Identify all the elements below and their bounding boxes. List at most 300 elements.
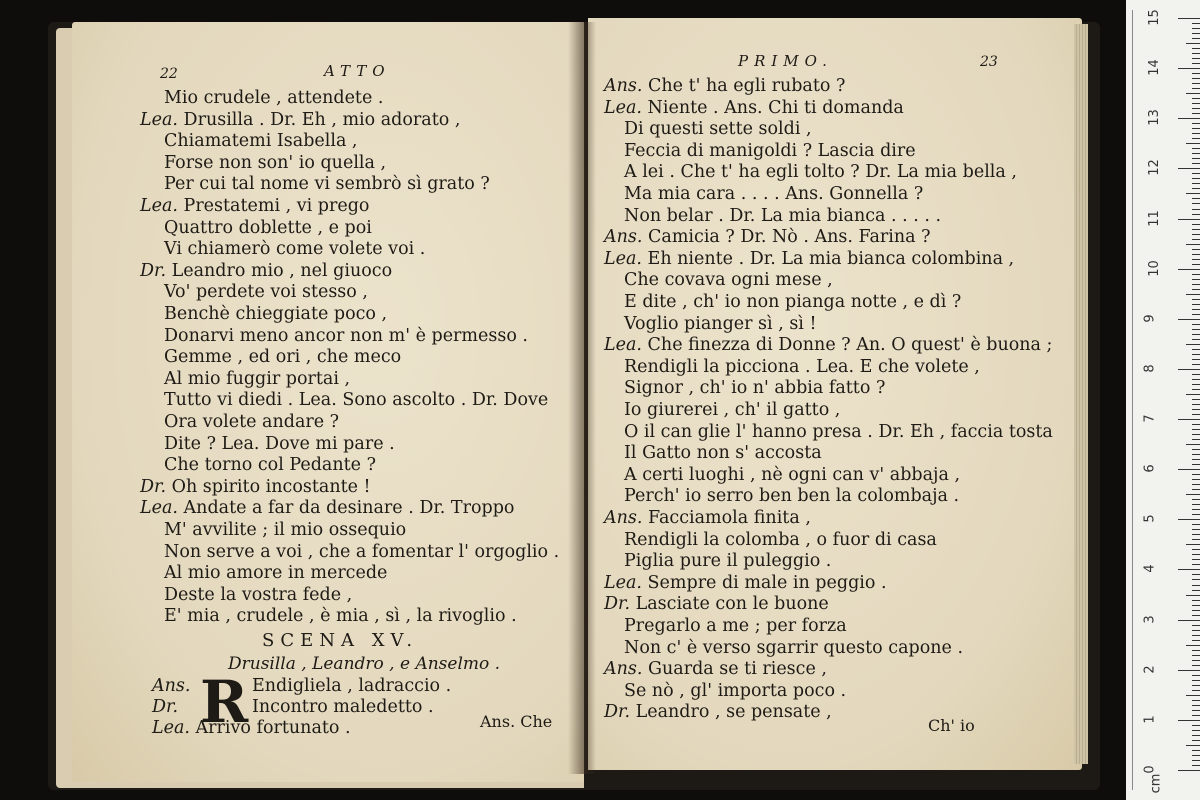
ruler-tick <box>1192 755 1200 756</box>
left-text-line <box>164 131 358 151</box>
ruler-tick <box>1192 750 1200 751</box>
verse-text: Gemme , ed ori , che meco <box>164 347 402 368</box>
right-text-line <box>624 357 980 377</box>
verse-text: Rendigli la picciona . Lea. E che volete , <box>624 356 980 377</box>
right-text-line <box>624 443 822 463</box>
verse-text: Vo' perdete voi stesso , <box>164 282 368 303</box>
speaker-label: Ans. <box>604 76 649 96</box>
ruler-tick <box>1192 284 1200 285</box>
verse-text: Mio crudele , attendete . <box>164 88 384 108</box>
ruler-tick <box>1192 23 1200 24</box>
right-text-line <box>604 659 827 679</box>
left-text-line <box>164 347 401 367</box>
ruler-tick <box>1178 620 1200 621</box>
ruler-number: 7 <box>1142 414 1158 423</box>
verse-text: Forse non son' io quella , <box>164 152 387 173</box>
ruler-tick <box>1192 254 1200 255</box>
ruler-tick <box>1192 389 1200 390</box>
left-text-line <box>140 196 369 216</box>
right-text-line <box>624 292 961 312</box>
ruler-tick <box>1192 98 1200 99</box>
ruler-number: 0 <box>1142 765 1158 774</box>
right-running-header: PRIMO. <box>738 52 833 70</box>
scene-heading: SCENA XV. <box>262 630 419 651</box>
ruler-tick <box>1192 234 1200 235</box>
ruler-tick <box>1192 78 1200 79</box>
speaker-label: Lea. <box>140 196 184 216</box>
ruler-tick <box>1192 138 1200 139</box>
right-text-line <box>624 551 831 571</box>
ruler-tick <box>1192 173 1200 174</box>
ruler-tick <box>1192 454 1200 455</box>
ruler-tick <box>1192 459 1200 460</box>
speaker-label: Lea. <box>140 498 184 519</box>
ruler-tick <box>1192 464 1200 465</box>
left-text-line <box>164 218 372 238</box>
right-text-line <box>604 702 832 722</box>
speaker-label: Lea. <box>604 97 648 118</box>
verse-text: Leandro , se pensate , <box>635 702 832 723</box>
ruler-tick <box>1192 574 1200 575</box>
ruler-tick <box>1192 239 1200 240</box>
verse-text: Niente . Ans. Chi ti domanda <box>647 97 904 118</box>
ruler-tick <box>1192 605 1200 606</box>
ruler-tick <box>1178 369 1200 370</box>
ruler-tick <box>1192 539 1200 540</box>
ruler-tick <box>1192 63 1200 64</box>
right-text-line <box>624 530 937 550</box>
ruler-tick <box>1192 499 1200 500</box>
verse-text: Piglia pure il puleggio . <box>624 551 832 572</box>
ruler-tick <box>1186 143 1200 144</box>
ruler-tick <box>1192 625 1200 626</box>
ruler-tick <box>1192 424 1200 425</box>
verse-text: Al mio amore in mercede <box>164 563 388 584</box>
ruler-tick <box>1186 294 1200 295</box>
ruler-number: 15 <box>1146 9 1162 26</box>
ruler-tick <box>1186 595 1200 596</box>
ruler-tick <box>1178 569 1200 570</box>
speaker-label: Dr. <box>140 260 172 281</box>
verse-text: Che t' ha egli rubato ? <box>648 76 846 96</box>
ruler-tick <box>1192 600 1200 601</box>
ruler-tick <box>1192 203 1200 204</box>
left-text-line <box>140 498 514 518</box>
measuring-ruler <box>1126 0 1200 800</box>
ruler-tick <box>1192 439 1200 440</box>
speaker-label: Lea. <box>140 109 184 130</box>
ruler-tick <box>1192 735 1200 736</box>
verse-text: Vi chiamerò come volete voi . <box>164 239 426 260</box>
left-page <box>72 22 584 782</box>
ruler-tick <box>1192 339 1200 340</box>
verse-text: Eh niente . Dr. La mia bianca colombina , <box>647 248 1015 269</box>
ruler-tick <box>1178 670 1200 671</box>
left-running-header: ATTO <box>324 62 391 80</box>
ruler-tick <box>1192 158 1200 159</box>
left-text-line <box>164 239 425 259</box>
ruler-tick <box>1192 765 1200 766</box>
ruler-tick <box>1192 725 1200 726</box>
ruler-tick <box>1192 38 1200 39</box>
speaker-label: Dr. <box>604 702 636 723</box>
ruler-tick <box>1192 364 1200 365</box>
right-text-line <box>624 184 923 204</box>
ruler-tick <box>1192 188 1200 189</box>
left-text-line <box>164 326 528 346</box>
verse-text: Perch' io serro ben ben la colombaja . <box>624 486 960 507</box>
ruler-number: 9 <box>1142 314 1158 323</box>
ruler-number: 2 <box>1142 665 1158 674</box>
left-scene-line <box>152 676 451 696</box>
ruler-tick <box>1192 665 1200 666</box>
ruler-tick <box>1192 650 1200 651</box>
ruler-tick <box>1178 168 1200 169</box>
ruler-tick <box>1178 68 1200 69</box>
ruler-tick <box>1192 700 1200 701</box>
ruler-number: 11 <box>1146 209 1162 227</box>
ruler-tick <box>1192 123 1200 124</box>
scene-cast-list: Drusilla , Leandro , e Anselmo . <box>228 654 501 674</box>
ruler-tick <box>1192 33 1200 34</box>
ruler-tick <box>1192 655 1200 656</box>
ruler-tick <box>1192 384 1200 385</box>
ruler-tick <box>1192 730 1200 731</box>
ruler-tick <box>1192 564 1200 565</box>
speaker-label: Lea. <box>604 572 648 593</box>
left-text-line <box>164 88 383 108</box>
speaker-label: Dr. <box>604 594 636 615</box>
ruler-tick <box>1192 349 1200 350</box>
ruler-tick <box>1192 209 1200 210</box>
right-text-line <box>604 76 845 96</box>
ruler-tick <box>1178 469 1200 470</box>
left-text-line <box>164 455 376 475</box>
speaker-label: Dr. <box>140 476 172 497</box>
right-text-line <box>604 98 904 118</box>
verse-text: Feccia di manigoldi ? Lascia dire <box>624 140 916 161</box>
verse-text: A certi luoghi , nè ogni can v' abbaja , <box>624 464 961 485</box>
ruler-number: 8 <box>1142 364 1158 373</box>
ruler-tick <box>1178 269 1200 270</box>
ruler-unit-label: cm <box>1148 773 1164 794</box>
left-page-number: 22 <box>160 66 178 82</box>
verse-text: Non serve a voi , che a fomentar l' orgoglio . <box>164 541 560 562</box>
ruler-tick <box>1192 379 1200 380</box>
right-text-line <box>604 227 931 247</box>
verse-text: Non c' è verso sgarrir questo capone . <box>624 637 964 658</box>
speaker-label: Dr. <box>152 697 179 717</box>
right-text-line <box>624 638 963 658</box>
speaker-label: Lea. <box>604 248 648 269</box>
right-text-line <box>624 314 817 334</box>
verse-text: Al mio fuggir portai , <box>164 368 351 389</box>
right-text-line <box>624 486 959 506</box>
ruler-tick <box>1192 429 1200 430</box>
left-scene-line <box>152 697 434 717</box>
verse-text: Quattro doblette , e poi <box>164 217 372 238</box>
right-text-line <box>624 422 1053 442</box>
ruler-tick <box>1192 309 1200 310</box>
ruler-tick <box>1192 289 1200 290</box>
verse-text: Non belar . Dr. La mia bianca . . . . . <box>624 205 942 226</box>
ruler-number: 1 <box>1142 715 1158 724</box>
left-scene-line <box>152 718 351 738</box>
left-text-line <box>164 434 395 454</box>
left-text-line <box>164 412 339 432</box>
verse-text: Endigliela , ladraccio . <box>252 676 452 696</box>
ruler-tick <box>1192 404 1200 405</box>
verse-text: Guarda se ti riesce , <box>648 659 827 680</box>
ruler-tick <box>1192 449 1200 450</box>
ruler-tick <box>1192 414 1200 415</box>
ruler-tick <box>1192 374 1200 375</box>
ruler-tick <box>1192 314 1200 315</box>
left-text-line <box>164 369 350 389</box>
ruler-tick <box>1192 509 1200 510</box>
left-text-line <box>164 153 386 173</box>
ruler-tick <box>1192 58 1200 59</box>
verse-text: Rendigli la colomba , o fuor di casa <box>624 529 937 550</box>
ruler-tick <box>1178 720 1200 721</box>
right-text-line <box>624 141 916 161</box>
ruler-number: 6 <box>1142 464 1158 473</box>
ruler-tick <box>1186 444 1200 445</box>
right-text-line <box>624 378 885 398</box>
ruler-tick <box>1192 88 1200 89</box>
ruler-tick <box>1192 640 1200 641</box>
ruler-tick <box>1192 715 1200 716</box>
ruler-tick <box>1192 103 1200 104</box>
right-text-line <box>624 616 847 636</box>
verse-text: O il can glie l' hanno presa . Dr. Eh , faccia tosta <box>624 421 1053 442</box>
ruler-tick <box>1192 214 1200 215</box>
drop-cap-letter: R <box>200 668 249 736</box>
left-text-line <box>140 110 460 130</box>
verse-text: Che torno col Pedante ? <box>164 455 376 476</box>
right-catchword: Ch' io <box>928 716 975 735</box>
verse-text: Drusilla . Dr. Eh , mio adorato , <box>183 109 461 130</box>
ruler-tick <box>1186 645 1200 646</box>
left-text-line <box>164 304 387 324</box>
verse-text: Prestatemi , vi prego <box>183 196 370 216</box>
ruler-tick <box>1192 163 1200 164</box>
right-text-line <box>624 681 846 701</box>
verse-text: Incontro maledetto . <box>252 697 434 717</box>
ruler-tick <box>1186 494 1200 495</box>
ruler-number: 13 <box>1146 109 1162 127</box>
verse-text: Arrivo fortunato . <box>189 718 351 738</box>
left-text-line <box>140 477 371 497</box>
left-text-line <box>164 563 387 583</box>
verse-text: E dite , ch' io non pianga notte , e dì ? <box>624 292 962 312</box>
ruler-tick <box>1192 274 1200 275</box>
verse-text: Voglio pianger sì , sì ! <box>624 313 817 334</box>
ruler-tick <box>1192 675 1200 676</box>
ruler-tick <box>1192 409 1200 410</box>
ruler-tick <box>1192 148 1200 149</box>
ruler-tick <box>1192 760 1200 761</box>
ruler-tick <box>1192 660 1200 661</box>
left-text-line <box>140 261 392 281</box>
verse-text: Camicia ? Dr. Nò . Ans. Farina ? <box>648 227 931 248</box>
ruler-number: 12 <box>1146 159 1162 177</box>
ruler-tick <box>1192 579 1200 580</box>
ruler-tick <box>1192 113 1200 114</box>
ruler-tick <box>1192 705 1200 706</box>
speaker-label: Lea. <box>604 335 648 356</box>
ruler-tick <box>1192 354 1200 355</box>
left-catchword: Ans. Che <box>480 712 553 731</box>
verse-text: E' mia , crudele , è mia , sì , la rivoglio . <box>164 606 517 627</box>
verse-text: Tutto vi diedi . Lea. Sono ascolto . Dr. Dove <box>164 390 549 411</box>
ruler-tick <box>1192 53 1200 54</box>
ruler-tick <box>1192 479 1200 480</box>
ruler-tick <box>1192 324 1200 325</box>
verse-text: Io giurerei , ch' il gatto , <box>624 400 841 420</box>
speaker-label: Lea. <box>152 718 190 738</box>
ruler-tick <box>1192 299 1200 300</box>
verse-text: Che covava ogni mese , <box>624 270 833 291</box>
ruler-edge-line <box>1132 10 1133 790</box>
ruler-tick <box>1186 344 1200 345</box>
ruler-tick <box>1192 304 1200 305</box>
left-text-line <box>164 542 559 562</box>
ruler-tick <box>1192 680 1200 681</box>
ruler-tick <box>1192 359 1200 360</box>
verse-text: Ma mia cara . . . . Ans. Gonnella ? <box>624 184 924 204</box>
right-text-line <box>604 573 887 593</box>
ruler-tick <box>1192 229 1200 230</box>
ruler-tick <box>1192 484 1200 485</box>
right-page <box>588 18 1082 770</box>
page-edges <box>1074 24 1088 764</box>
ruler-tick <box>1192 434 1200 435</box>
verse-text: M' avvilite ; il mio ossequio <box>164 520 407 540</box>
right-text-line <box>624 465 960 485</box>
left-text-line <box>164 282 368 302</box>
ruler-number: 14 <box>1146 59 1162 76</box>
speaker-label: Ans. <box>604 659 649 680</box>
verse-text: Benchè chieggiate poco , <box>164 304 388 324</box>
ruler-tick <box>1186 544 1200 545</box>
verse-text: Per cui tal nome vi sembrò sì grato ? <box>164 174 490 195</box>
ruler-tick <box>1192 585 1200 586</box>
verse-text: Facciamola finita , <box>648 508 811 528</box>
ruler-tick <box>1186 193 1200 194</box>
left-text-line <box>164 390 548 410</box>
right-text-line <box>624 206 941 226</box>
ruler-number: 10 <box>1146 259 1162 277</box>
ruler-tick <box>1192 615 1200 616</box>
verse-text: Ora volete andare ? <box>164 412 340 432</box>
verse-text: Lasciate con le buone <box>635 594 829 615</box>
ruler-tick <box>1192 549 1200 550</box>
right-text-line <box>624 400 840 420</box>
ruler-tick <box>1192 690 1200 691</box>
right-text-line <box>604 249 1014 269</box>
ruler-tick <box>1192 133 1200 134</box>
verse-text: Deste la vostra fede , <box>164 584 353 605</box>
ruler-number: 5 <box>1142 514 1158 523</box>
verse-text: Sempre di male in peggio . <box>647 572 887 593</box>
ruler-tick <box>1192 73 1200 74</box>
ruler-tick <box>1192 178 1200 179</box>
ruler-tick <box>1178 519 1200 520</box>
ruler-tick <box>1192 224 1200 225</box>
ruler-tick <box>1192 630 1200 631</box>
verse-text: Leandro mio , nel giuoco <box>171 260 393 281</box>
ruler-tick <box>1192 249 1200 250</box>
right-page-number: 23 <box>980 54 998 70</box>
ruler-tick <box>1192 399 1200 400</box>
ruler-tick <box>1178 770 1200 771</box>
verse-text: A lei . Che t' ha egli tolto ? Dr. La mia bella , <box>624 162 1017 183</box>
ruler-tick <box>1192 28 1200 29</box>
ruler-tick <box>1192 635 1200 636</box>
ruler-tick <box>1192 740 1200 741</box>
right-text-line <box>604 508 811 528</box>
book-gutter <box>568 22 596 774</box>
ruler-number: 3 <box>1142 614 1158 624</box>
verse-text: Di questi sette soldi , <box>624 119 812 140</box>
verse-text: Pregarlo a me ; per forza <box>624 616 847 636</box>
ruler-tick <box>1192 474 1200 475</box>
ruler-tick <box>1178 319 1200 320</box>
ruler-tick <box>1178 219 1200 220</box>
verse-text: Andate a far da desinare . Dr. Troppo <box>183 498 515 519</box>
ruler-tick <box>1186 745 1200 746</box>
speaker-label: Ans. <box>604 508 649 528</box>
ruler-tick <box>1192 610 1200 611</box>
ruler-number: 4 <box>1142 564 1158 574</box>
ruler-tick <box>1192 334 1200 335</box>
ruler-tick <box>1186 93 1200 94</box>
verse-text: Dite ? Lea. Dove mi pare . <box>164 433 395 454</box>
ruler-tick <box>1186 695 1200 696</box>
ruler-tick <box>1192 329 1200 330</box>
right-text-line <box>624 119 812 139</box>
ruler-tick <box>1192 554 1200 555</box>
ruler-tick <box>1192 489 1200 490</box>
verse-text: Il Gatto non s' accosta <box>624 443 822 464</box>
right-text-line <box>604 594 829 614</box>
ruler-tick <box>1178 118 1200 119</box>
ruler-tick <box>1192 279 1200 280</box>
right-text-line <box>604 335 1052 355</box>
ruler-tick <box>1192 153 1200 154</box>
ruler-tick <box>1192 108 1200 109</box>
ruler-tick <box>1192 128 1200 129</box>
verse-text: Chiamatemi Isabella , <box>164 131 358 152</box>
ruler-tick <box>1192 259 1200 260</box>
right-text-line <box>624 162 1017 182</box>
ruler-tick <box>1186 394 1200 395</box>
ruler-tick <box>1178 419 1200 420</box>
ruler-tick <box>1192 264 1200 265</box>
ruler-tick <box>1192 590 1200 591</box>
ruler-tick <box>1192 529 1200 530</box>
ruler-tick <box>1192 514 1200 515</box>
ruler-tick <box>1192 534 1200 535</box>
left-text-line <box>164 174 490 194</box>
verse-text: Che finezza di Donne ? An. O quest' è buona ; <box>647 335 1053 356</box>
ruler-tick <box>1192 524 1200 525</box>
ruler-tick <box>1192 504 1200 505</box>
right-text-line <box>624 270 833 290</box>
verse-text: Oh spirito incostante ! <box>171 476 371 497</box>
speaker-label: Ans. <box>152 676 191 696</box>
